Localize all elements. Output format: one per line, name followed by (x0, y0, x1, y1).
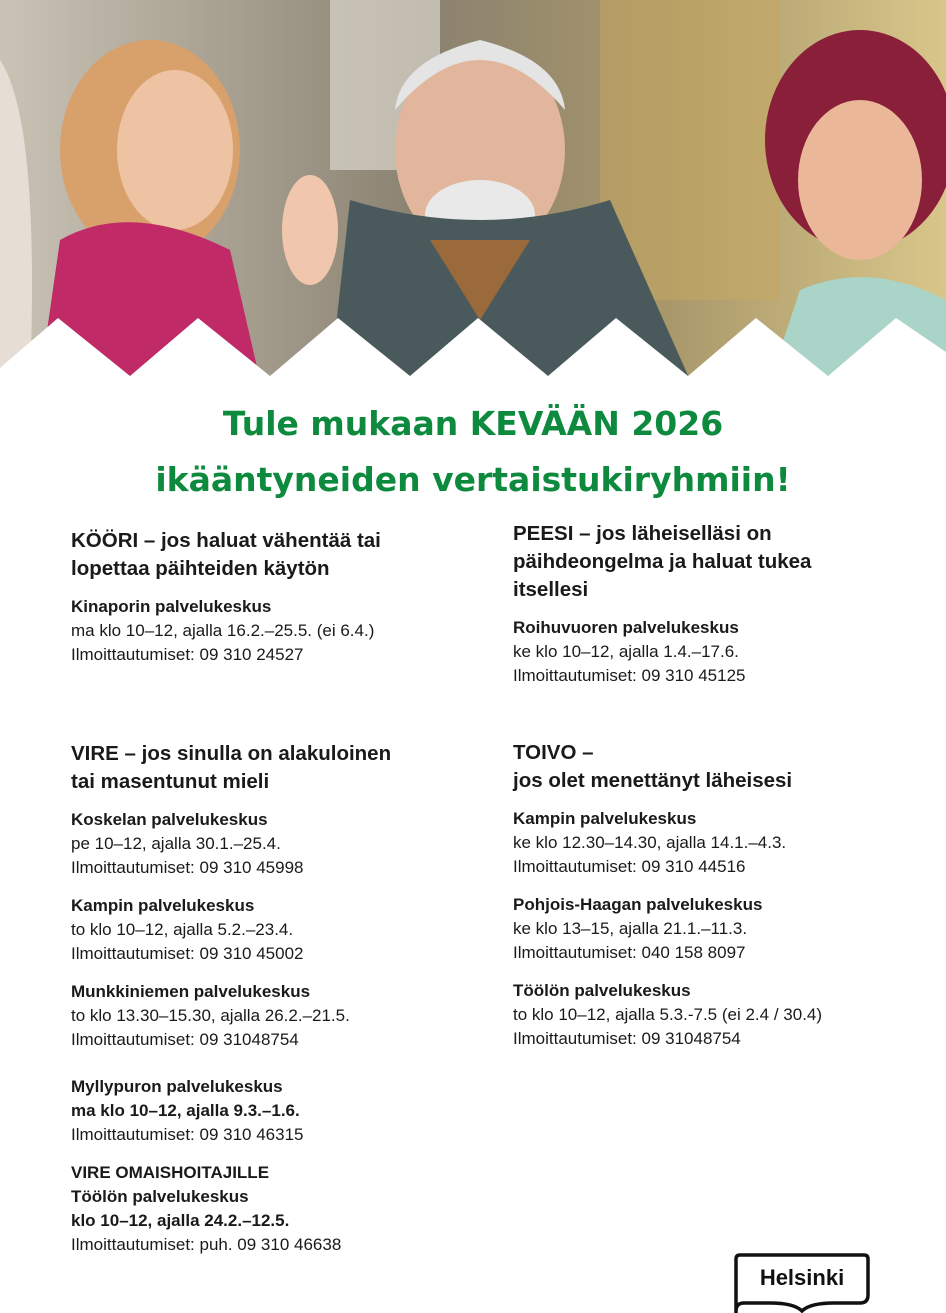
location-time: klo 10–12, ajalla 24.2.–12.5. (71, 1211, 290, 1230)
location-time: to klo 10–12, ajalla 5.3.-7.5 (ei 2.4 / 30.4) (513, 1005, 823, 1024)
location-contact: Ilmoittautumiset: 09 31048754 (71, 1030, 299, 1049)
location-contact: Ilmoittautumiset: 09 310 44516 (513, 857, 746, 876)
helsinki-logo (734, 1253, 870, 1313)
location-roihuvuori (513, 616, 913, 688)
section-title (71, 527, 471, 583)
location-pohjois-haaga (513, 893, 913, 965)
headline (0, 396, 946, 508)
location-contact: Ilmoittautumiset: 09 310 46315 (71, 1125, 304, 1144)
location-koskela (71, 808, 471, 880)
location-kamppi (513, 807, 913, 879)
location-time: pe 10–12, ajalla 30.1.–25.4. (71, 834, 281, 853)
headline-line2: ikääntyneiden vertaistukiryhmiin! (155, 460, 791, 499)
title-line: PEESI – jos läheiselläsi on (513, 522, 772, 545)
title-line: lopettaa päihteiden käytön (71, 557, 330, 580)
location-time: ma klo 10–12, ajalla 16.2.–25.5. (ei 6.4.) (71, 621, 375, 640)
location-contact: Ilmoittautumiset: 040 158 8097 (513, 943, 746, 962)
title-line: päihdeongelma ja haluat tukea (513, 550, 812, 573)
location-contact: Ilmoittautumiset: 09 310 45125 (513, 666, 746, 685)
title-line: TOIVO – (513, 741, 594, 764)
location-name: Kinaporin palvelukeskus (71, 597, 272, 616)
location-contact: Ilmoittautumiset: 09 310 24527 (71, 645, 304, 664)
location-omaishoitajille (71, 1161, 471, 1257)
location-kinapori (71, 595, 471, 667)
location-name: Roihuvuoren palvelukeskus (513, 618, 739, 637)
headline-line1: Tule mukaan KEVÄÄN 2026 (222, 404, 724, 443)
section-vire (71, 740, 471, 1257)
location-name: Kampin palvelukeskus (71, 896, 255, 915)
hero-photo (0, 0, 946, 380)
title-line: KÖÖRI – jos haluat vähentää tai (71, 529, 381, 552)
location-name: Myllypuron palvelukeskus (71, 1077, 283, 1096)
location-time: ma klo 10–12, ajalla 9.3.–1.6. (71, 1101, 300, 1120)
section-peesi (513, 520, 913, 688)
location-time: to klo 13.30–15.30, ajalla 26.2.–21.5. (71, 1006, 350, 1025)
location-name: Kampin palvelukeskus (513, 809, 697, 828)
title-line: jos olet menettänyt läheisesi (513, 769, 793, 792)
section-title (513, 520, 913, 604)
location-munkkiniemi (71, 980, 471, 1052)
section-toivo (513, 739, 913, 1051)
logo-text: Helsinki (759, 1265, 845, 1290)
location-time: ke klo 13–15, ajalla 21.1.–11.3. (513, 919, 748, 938)
location-time: ke klo 10–12, ajalla 1.4.–17.6. (513, 642, 739, 661)
title-line: VIRE – jos sinulla on alakuloinen (71, 742, 392, 765)
title-line: tai masentunut mieli (71, 770, 270, 793)
location-time: to klo 10–12, ajalla 5.2.–23.4. (71, 920, 294, 939)
title-line: itsellesi (513, 578, 589, 601)
location-name: Koskelan palvelukeskus (71, 810, 268, 829)
omaishoitajille-heading: VIRE OMAISHOITAJILLE (71, 1163, 270, 1182)
section-title (71, 740, 471, 796)
location-kamppi (71, 894, 471, 966)
location-contact: Ilmoittautumiset: 09 310 45002 (71, 944, 304, 963)
location-time: ke klo 12.30–14.30, ajalla 14.1.–4.3. (513, 833, 787, 852)
location-name: Töölön palvelukeskus (71, 1187, 249, 1206)
location-contact: Ilmoittautumiset: 09 31048754 (513, 1029, 741, 1048)
location-name: Pohjois-Haagan palvelukeskus (513, 895, 763, 914)
location-toolo (513, 979, 913, 1051)
location-contact: Ilmoittautumiset: 09 310 45998 (71, 858, 304, 877)
location-name: Munkkiniemen palvelukeskus (71, 982, 311, 1001)
location-name: Töölön palvelukeskus (513, 981, 691, 1000)
section-title (513, 739, 913, 795)
section-koori (71, 527, 471, 667)
location-myllypuro (71, 1075, 471, 1147)
location-contact: Ilmoittautumiset: puh. 09 310 46638 (71, 1235, 342, 1254)
